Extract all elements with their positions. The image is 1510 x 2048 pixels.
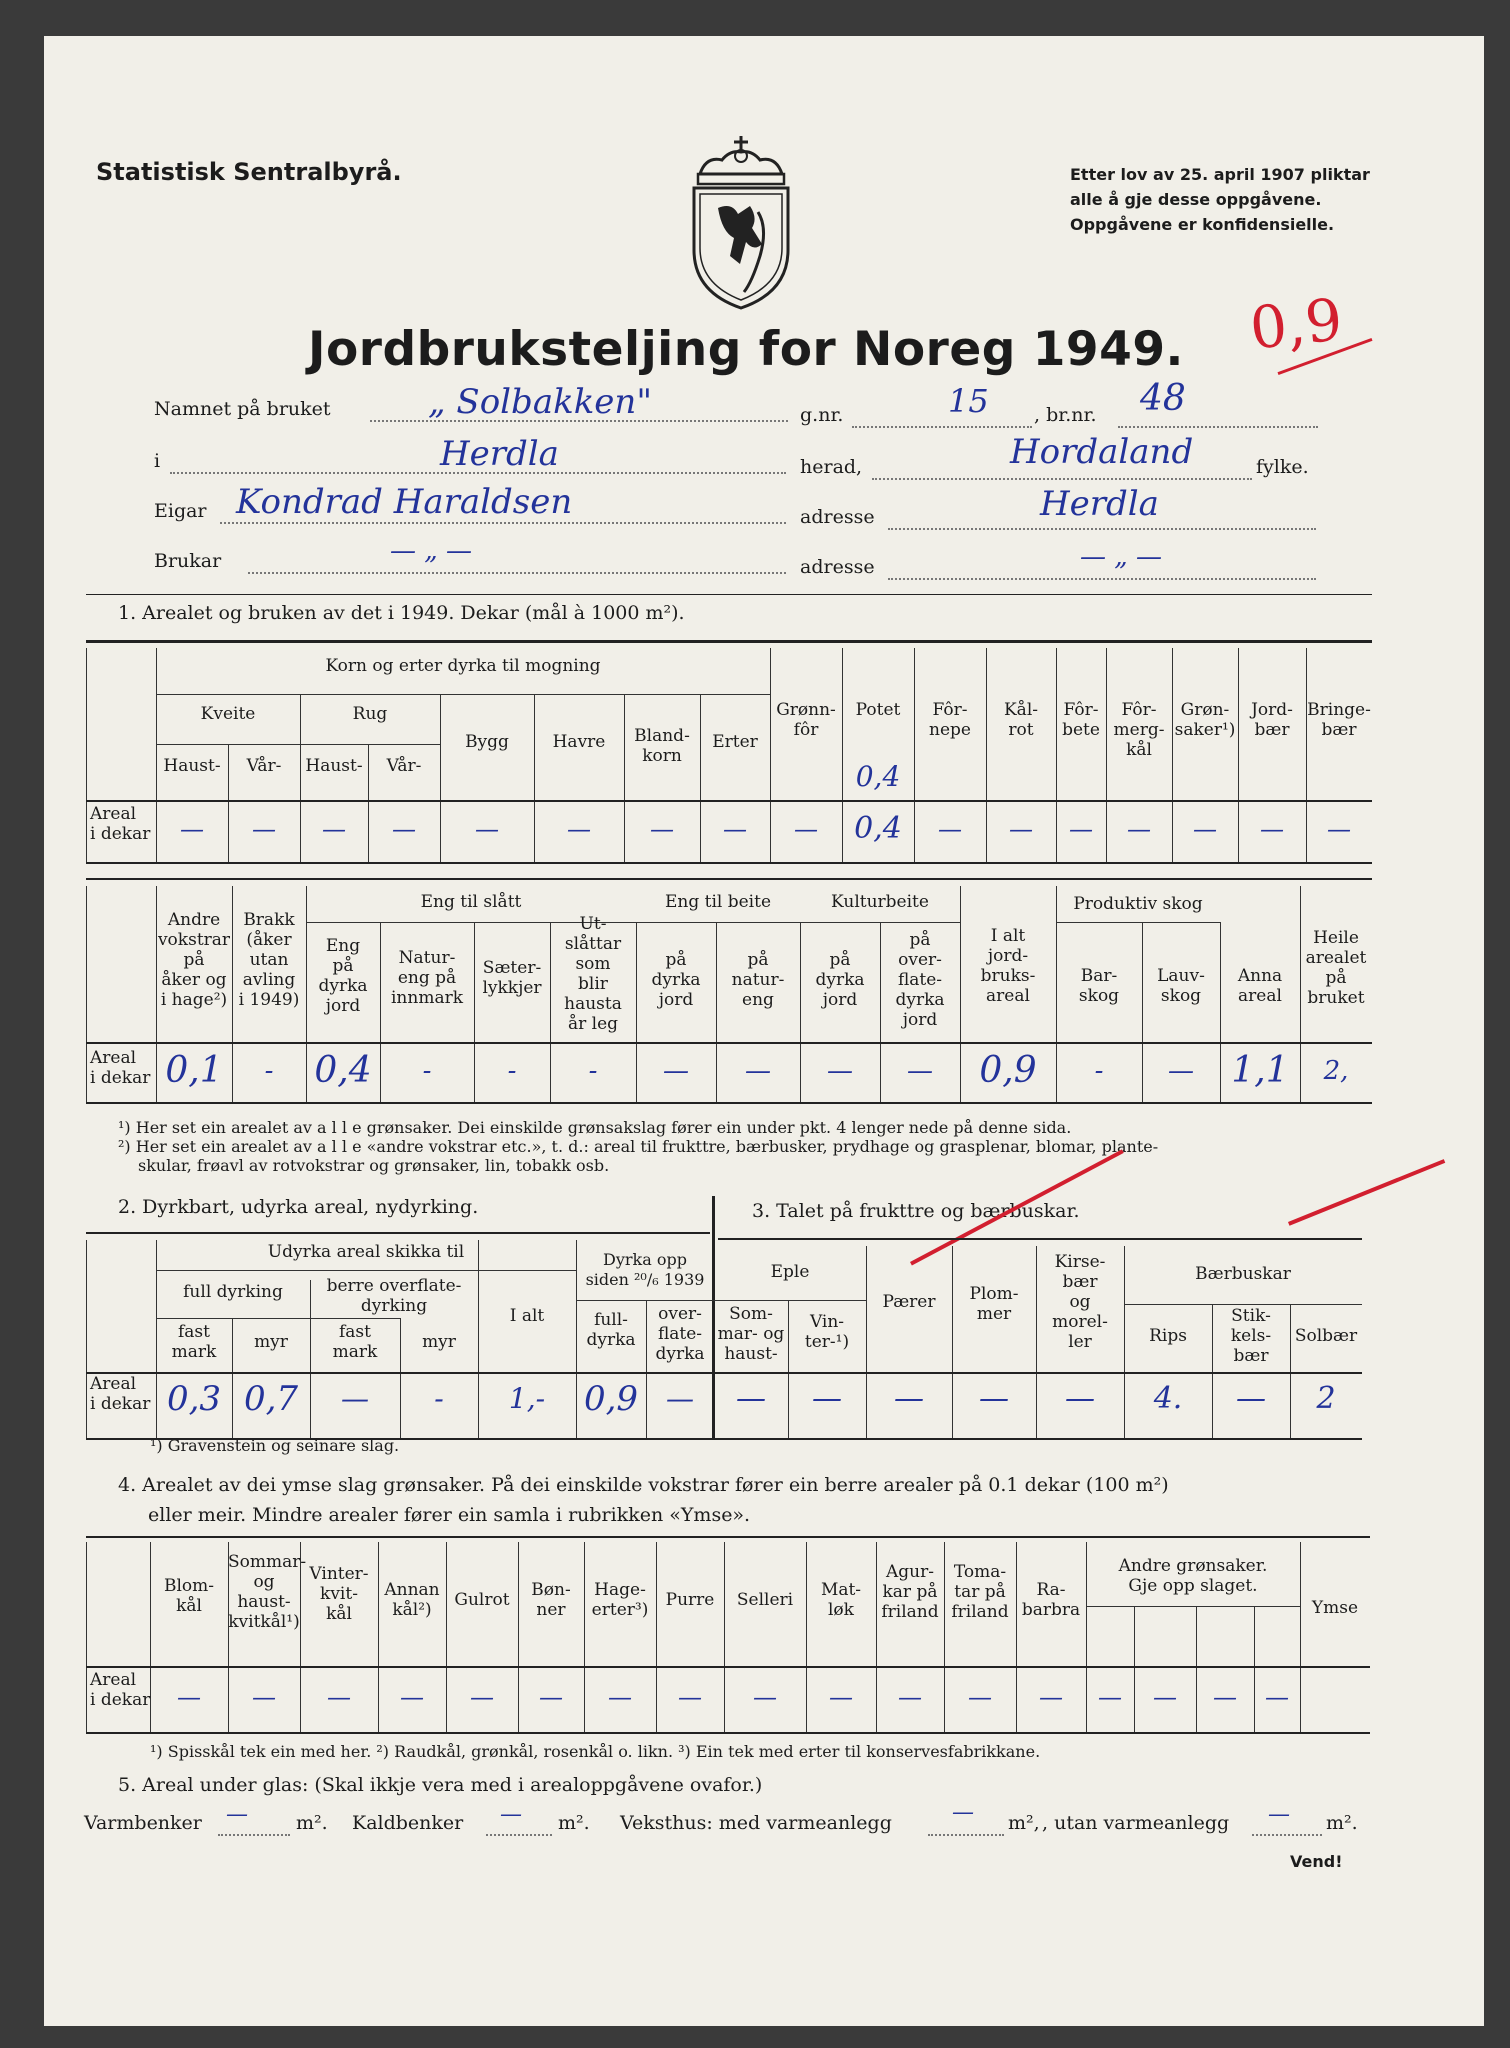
column-header-i-alt: I alt [509,1306,545,1326]
column-header-brakk: Brakk (åker utan avling i 1949) [238,910,300,1010]
group-header-dyrka-opp: Dyrka opp siden ²⁰/₆ 1939 [585,1250,705,1289]
cell-value: — [392,815,416,843]
column-header-myr: myr [254,1332,288,1352]
cell-value: - [422,1056,432,1086]
table-3-top [718,1238,1362,1240]
fylke-line [872,478,1252,480]
cell-value: — [327,1683,351,1711]
unit: m². [558,1812,590,1834]
cell-value: - [264,1056,274,1086]
section-1-footnotes [118,1118,1378,1175]
cell-value: 4. [1153,1381,1183,1416]
cell-value: — [894,1381,924,1416]
column-header-kveite-haust: Haust- [163,756,221,776]
cell-value: — [1168,1056,1194,1086]
cell-value: — [1069,815,1093,843]
cell-value: — [470,1683,494,1711]
column-header-rug-var: Vår- [386,756,422,776]
section-1-heading: 1. Arealet og bruken av det i 1949. Dekar (mål à 1000 m²). [118,602,685,624]
rule [86,594,1372,595]
footnote: ²) Her set ein arealet av a l l e «andre vokstrar etc.», t. d.: areal til frukttre, bærbusker, prydhage og grasplenar, blomar, plante- [118,1137,1159,1156]
column-header-formergkal: Fôr- merg- kål [1113,700,1165,760]
column-header-anna-areal: Anna areal [1237,966,1283,1006]
cell-value: — [608,1683,632,1711]
user-label: Brukar [154,550,222,572]
cell-value: — [1127,815,1151,843]
veksthus-heat-value: — [952,1800,974,1825]
cell-value: — [968,1683,992,1711]
footnote: ¹) Her set ein arealet av a l l e grønsaker. Dei einskilde grønsakslag fører ein under pkt. 4 lenger nede på denne sida. [118,1118,1072,1137]
cell-value: — [539,1683,563,1711]
group-header-korn: Korn og erter dyrka til mogning [325,656,601,676]
cell-value: — [794,815,818,843]
cell-value: — [475,815,499,843]
column-header-eng-dyrka: Eng på dyrka jord [318,936,368,1016]
cell-value: — [663,1056,689,1086]
owner-label: Eigar [154,500,207,522]
cell-value: — [678,1683,702,1711]
veksthus-noheat-line [1252,1834,1322,1836]
column-header-barskog: Bar- skog [1078,966,1120,1006]
cell-value: - [507,1056,517,1086]
column-header-natureng: Natur- eng på innmark [390,948,464,1008]
section-2-heading: 2. Dyrkbart, udyrka areal, nydyrking. [118,1196,479,1218]
table-1b-top [86,878,1372,880]
cell-value: — [1236,1381,1266,1416]
cell-value: - [434,1382,444,1415]
cell-value: — [567,815,591,843]
cell-value: — [666,1382,694,1415]
column-header-jordbaer: Jord- bær [1251,700,1293,740]
column-header-heile-arealet: Heile arealet på bruket [1305,928,1367,1008]
group-header-udyrka: Udyrka areal skikka til [267,1242,465,1262]
kaldbenker-label: Kaldbenker [352,1812,464,1834]
cell-value: — [252,1683,276,1711]
norwegian-coat-of-arms [688,132,794,310]
column-header-rug: Rug [352,704,388,724]
row-divider [156,694,770,695]
user-value: — „ — [390,536,472,566]
column-header-i-alt-jordbruksareal: I alt jord- bruks- areal [980,926,1036,1006]
column-header-annan-kal: Annan kål²) [384,1580,440,1620]
column-header-rug-haust: Haust- [305,756,363,776]
cell-value: — [322,815,346,843]
group-header-baerbuskar: Bærbuskar [1195,1264,1291,1284]
group-header-skog: Produktiv skog [1073,894,1203,914]
cell-value: 0,1 [165,1050,223,1091]
veksthus-noheat-value: — [1268,1802,1290,1827]
brnr-value: 48 [1140,378,1186,419]
kaldbenker-line [486,1834,552,1836]
gnr-label: g.nr. [800,404,844,426]
fylke-value: Hordaland [1010,432,1194,472]
section-4-heading-2: eller meir. Mindre arealer fører ein samla i rubrikken «Ymse». [148,1504,751,1526]
notice-line: Etter lov av 25. april 1907 pliktar [1070,165,1370,184]
row-label: Areal i dekar [90,804,151,844]
owner-value: Kondrad Haraldsen [236,482,573,522]
row-divider [86,1438,1362,1440]
column-header-saeterlykkjer: Sæter- lykkjer [482,958,542,998]
kaldbenker-value: — [500,1802,522,1827]
row-divider [86,1102,1372,1104]
cell-value: 0,7 [243,1379,299,1419]
cell-value: 1,- [508,1382,546,1415]
i-label: i [154,450,161,472]
section-4-footnote: ¹) Spisskål tek ein med her. ²) Raudkål, grønkål, rosenkål o. likn. ³) Ein tek med erter til konservesfabrikkane. [150,1742,1041,1761]
table-4-top [86,1536,1370,1538]
varmbenker-label: Varmbenker [84,1812,202,1834]
column-divider [1300,1542,1301,1732]
cell-value: — [907,1056,933,1086]
cell-value: — [1009,815,1033,843]
cell-value: — [400,1683,424,1711]
section-4-heading-1: 4. Arealet av dei ymse slag grønsaker. På dei einskilde vokstrar fører ein berre arealer på 0.1 dekar (100 m²) [118,1474,1169,1496]
row-divider [86,1372,1362,1374]
owner-address-line [888,528,1316,530]
cell-value: — [1098,1683,1122,1711]
group-header-kulturbeite: Kulturbeite [831,892,929,912]
cell-value: 2 [1316,1381,1336,1416]
row-divider [86,1732,1370,1734]
varmbenker-value: — [226,1802,248,1827]
fylke-label: fylke. [1256,456,1309,478]
section-3-heading: 3. Talet på frukttre og bærbuskar. [752,1200,1080,1222]
row-divider [714,1300,866,1301]
column-header-fulldyrka: full- dyrka [586,1310,636,1350]
user-address-label: adresse [800,556,875,578]
column-header-plommer: Plom- mer [969,1284,1019,1324]
column-header-agurkar: Agur- kar på friland [881,1562,939,1622]
cell-value: — [1265,1683,1289,1711]
cell-value: — [723,815,747,843]
footnote: skular, frøavl av rotvokstrar og grønsaker, lin, tobakk osb. [138,1156,610,1175]
group-header-andre-gronsaker: Andre grønsaker. Gje opp slaget. [1118,1556,1268,1596]
column-header-forbete: Fôr- bete [1062,700,1100,740]
group-header-eng-slatt: Eng til slått [420,892,522,912]
column-header-matlok: Mat- løk [820,1580,862,1620]
user-address-line [888,578,1316,580]
cell-value: — [252,815,276,843]
section-3-footnote: ¹) Gravenstein og seinare slag. [150,1436,400,1455]
column-header-kultur-dyrka: på dyrka jord [815,950,865,1010]
red-total-mark: 0,9 [1246,285,1346,363]
column-header-erter: Erter [712,732,758,752]
row-divider [86,1042,1372,1044]
column-header-utslattar: Ut- slåttar som blir hausta år leg [564,914,622,1034]
cell-value: - [1094,1056,1104,1086]
user-address-value: — „ — [1080,542,1162,572]
row-divider [800,922,960,923]
cell-value: — [341,1382,369,1415]
column-header-bygg: Bygg [465,732,509,752]
agency-name: Statistisk Sentralbyrå. [96,158,402,186]
cell-value: — [753,1683,777,1711]
column-header-stikkelsbaer: Stik- kels- bær [1230,1306,1272,1366]
cell-value: 0,3 [166,1379,222,1419]
cell-value: — [1327,815,1351,843]
cell-value: 0,9 [979,1050,1037,1091]
column-header-gronnfor: Grønn- fôr [776,700,836,740]
veksthus-label: Veksthus: med varmeanlegg [620,1812,892,1834]
column-header-gulrot: Gulrot [454,1590,510,1610]
column-header-kveite: Kveite [200,704,256,724]
row-divider [576,1300,714,1301]
row-label: Areal i dekar [90,1670,151,1710]
cell-value: — [898,1683,922,1711]
cell-value: 0,4 [314,1050,372,1091]
column-header-paerer: Pærer [882,1292,936,1312]
column-header-kalrot: Kål- rot [1003,700,1039,740]
column-header-myr: myr [422,1332,456,1352]
table-1a-top [86,640,1372,643]
cell-value: - [588,1056,598,1086]
column-divider [1290,1304,1291,1438]
column-header-sommar-haust-kvitkal: Sommar- og haust- kvitkål¹) [228,1552,307,1632]
cell-value: — [1065,1381,1095,1416]
section-5-heading: 5. Areal under glas: (Skal ikkje vera med i arealoppgåvene ovafor.) [118,1774,763,1796]
column-header-blandkorn: Bland- korn [634,726,690,766]
column-header-potet: Potet [855,700,901,720]
row-divider [1056,922,1220,923]
cell-value: — [829,1683,853,1711]
column-header-selleri: Selleri [736,1590,794,1610]
column-header-blomkal: Blom- kål [163,1576,215,1616]
column-header-havre: Havre [552,732,606,752]
cell-value: — [1153,1683,1177,1711]
cell-value: 0,9 [583,1379,639,1419]
row-divider [636,922,800,923]
cell-value: — [745,1056,771,1086]
gnr-value: 15 [948,382,989,420]
herad-value: Herdla [440,434,559,474]
column-header-vinter-kvitkal: Vinter- kvit- kål [309,1564,369,1624]
column-header-solbaer: Solbær [1294,1326,1358,1346]
row-label: Areal i dekar [90,1374,151,1414]
column-header-purre: Purre [665,1590,715,1610]
row-divider [156,1318,400,1319]
veksthus-noheat-label: , utan varmeanlegg [1042,1812,1230,1834]
cell-value: 0,4 [854,811,902,846]
notice-line: Oppgåvene er konfidensielle. [1070,215,1335,234]
column-header-beite-dyrka: på dyrka jord [651,950,701,1010]
column-header-bringebaer: Bringe- bær [1307,700,1371,740]
turn-over-note: Vend! [1290,1852,1343,1871]
varmbenker-line [218,1834,290,1836]
potet-value-above: 0,4 [855,760,901,793]
row-divider [86,862,1372,864]
cell-value: — [1260,815,1284,843]
column-header-eple-vinter: Vin- ter-¹) [804,1312,850,1352]
column-header-ymse: Ymse [1311,1598,1359,1618]
cell-value: 1,1 [1231,1050,1289,1091]
column-header-tomatar: Toma- tar på friland [951,1562,1009,1622]
row-divider [156,1270,576,1271]
table-2-top [86,1232,710,1234]
herad-label: herad, [800,456,863,478]
column-header-andre-vokstrar: Andre vokstrar på åker og i hage²) [157,910,231,1010]
column-header-fast-mark: fast mark [171,1322,217,1362]
cell-value: 2, [1323,1056,1349,1086]
unit: m². [296,1812,328,1834]
cell-value: — [736,1381,766,1416]
row-divider [86,800,1372,802]
column-header-lauvskog: Lauv- skog [1157,966,1205,1006]
cell-value: — [1213,1683,1237,1711]
cell-value: — [938,815,962,843]
cell-value: — [979,1381,1009,1416]
brnr-label: , br.nr. [1034,404,1097,426]
column-header-fornepe: Fôr- nepe [929,700,971,740]
column-header-rabarbra: Ra- barbra [1021,1580,1081,1620]
cell-value: — [1193,815,1217,843]
group-header-berre-overflate: berre overflate- dyrking [326,1276,462,1316]
group-header-full-dyrking: full dyrking [183,1282,283,1302]
farm-name-label: Namnet på bruket [154,398,331,420]
column-header-kveite-var: Vår- [246,756,282,776]
cell-value: — [1039,1683,1063,1711]
column-header-beite-natureng: på natur- eng [731,950,785,1010]
cell-value: — [827,1056,853,1086]
column-header-eple-sommar: Som- mar- og haust- [717,1304,785,1364]
group-header-eng-beite: Eng til beite [664,892,772,912]
column-header-kultur-overflate: på over- flate- dyrka jord [895,930,945,1030]
owner-line [220,522,786,524]
row-divider [1124,1304,1362,1305]
cell-value: — [812,1381,842,1416]
column-header-rips: Rips [1149,1326,1187,1346]
notice-line: alle å gje desse oppgåvene. [1070,190,1322,209]
column-header-fast-mark: fast mark [332,1322,378,1362]
form-title: Jordbruksteljing for Noreg 1949. [308,322,1184,377]
farm-name-value: „ Solbakken" [428,382,652,422]
owner-address-value: Herdla [1040,484,1159,524]
cell-value: — [650,815,674,843]
veksthus-heat-line [928,1834,1004,1836]
gnr-line [852,426,1032,428]
brnr-line [1118,426,1318,428]
user-line [248,572,786,574]
owner-address-label: adresse [800,506,875,528]
unit: m², [1008,1812,1040,1834]
group-header-eple: Eple [770,1262,810,1282]
column-header-kirsebaer: Kirse- bær og morel- ler [1052,1252,1108,1352]
column-header-gronsaker: Grøn- saker¹) [1174,700,1236,740]
unit: m². [1326,1812,1358,1834]
cell-value: — [180,815,204,843]
row-divider [1086,1606,1300,1607]
row-label: Areal i dekar [90,1048,151,1088]
column-header-overflatedyrka: over- flate- dyrka [655,1304,705,1364]
row-divider [86,1666,1370,1668]
column-header-hageerter: Hage- erter³) [591,1580,649,1620]
cell-value: — [177,1683,201,1711]
legal-notice [1070,162,1390,237]
row-divider [156,744,440,745]
column-header-bonner: Bøn- ner [531,1580,571,1620]
